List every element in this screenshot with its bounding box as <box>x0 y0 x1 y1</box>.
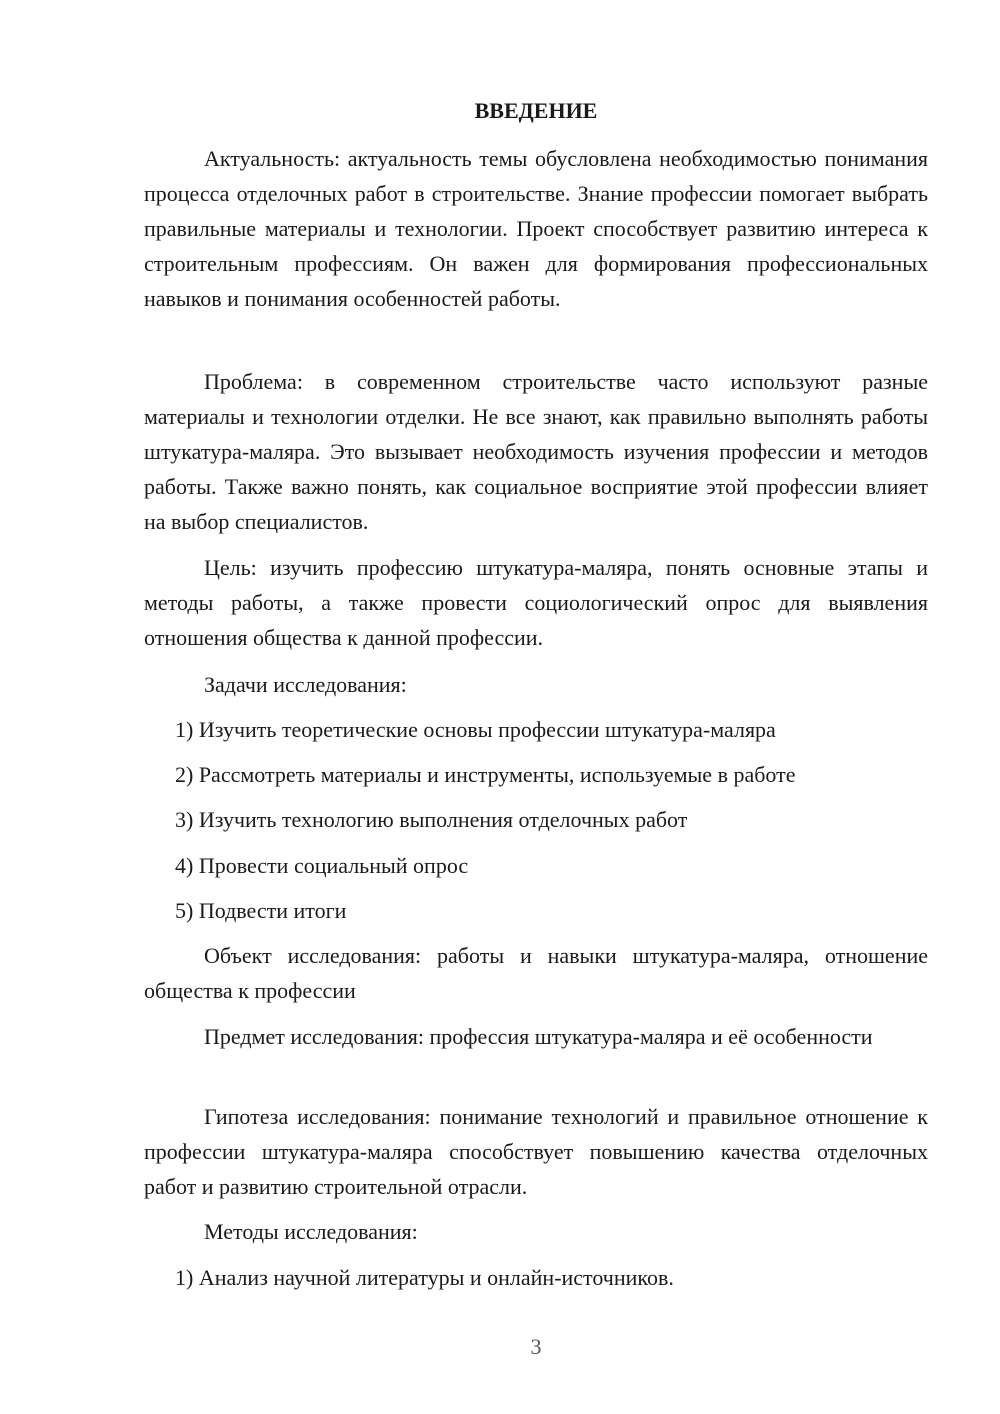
page-number: 3 <box>530 1334 542 1359</box>
task-item: 2) Рассмотреть материалы и инструменты, используемые в работе <box>175 762 796 787</box>
method-item: 1) Анализ научной литературы и онлайн-источников. <box>175 1265 674 1290</box>
methods-heading: Методы исследования: <box>204 1219 418 1244</box>
task-item: 3) Изучить технологию выполнения отделочных работ <box>175 807 688 832</box>
hypothesis-paragraph: Гипотеза исследования: понимание технологий и правильное отношение к профессии штукатура-маляра способствует повышению качества отделочных работ и развитию строительной отрасли. <box>144 1104 928 1199</box>
task-item: 5) Подвести итоги <box>175 898 347 923</box>
task-item: 1) Изучить теоретические основы профессии штукатура-маляра <box>175 717 776 742</box>
tasks-heading: Задачи исследования: <box>204 672 407 697</box>
problem-paragraph: Проблема: в современном строительстве часто используют разные материалы и технологии отделки. Не все знают, как правильно выполнять работы штукатура-маляра. Это вызывает необходимость изучения профессии и методов работы. Также важно понять, как социальное восприятие этой профессии влияет на выбор специалистов. <box>144 369 928 534</box>
task-item: 4) Провести социальный опрос <box>175 853 469 878</box>
subject-paragraph: Предмет исследования: профессия штукатура-маляра и её особенности <box>204 1024 873 1049</box>
goal-paragraph: Цель: изучить профессию штукатура-маляра, понять основные этапы и методы работы, а также провести социологический опрос для выявления отношения общества к данной профессии. <box>144 555 928 650</box>
page-title: ВВЕДЕНИЕ <box>474 98 598 123</box>
object-paragraph: Объект исследования: работы и навыки штукатура-маляра, отношение общества к профессии <box>144 943 928 1003</box>
relevance-paragraph: Актуальность: актуальность темы обусловлена необходимостью понимания процесса отделочных работ в строительстве. Знание профессии помогает выбрать правильные материалы и технологии. Проект способствует развитию интереса к строительным профессиям. Он важен для формирования профессиональных навыков и понимания особенностей работы. <box>144 146 928 311</box>
